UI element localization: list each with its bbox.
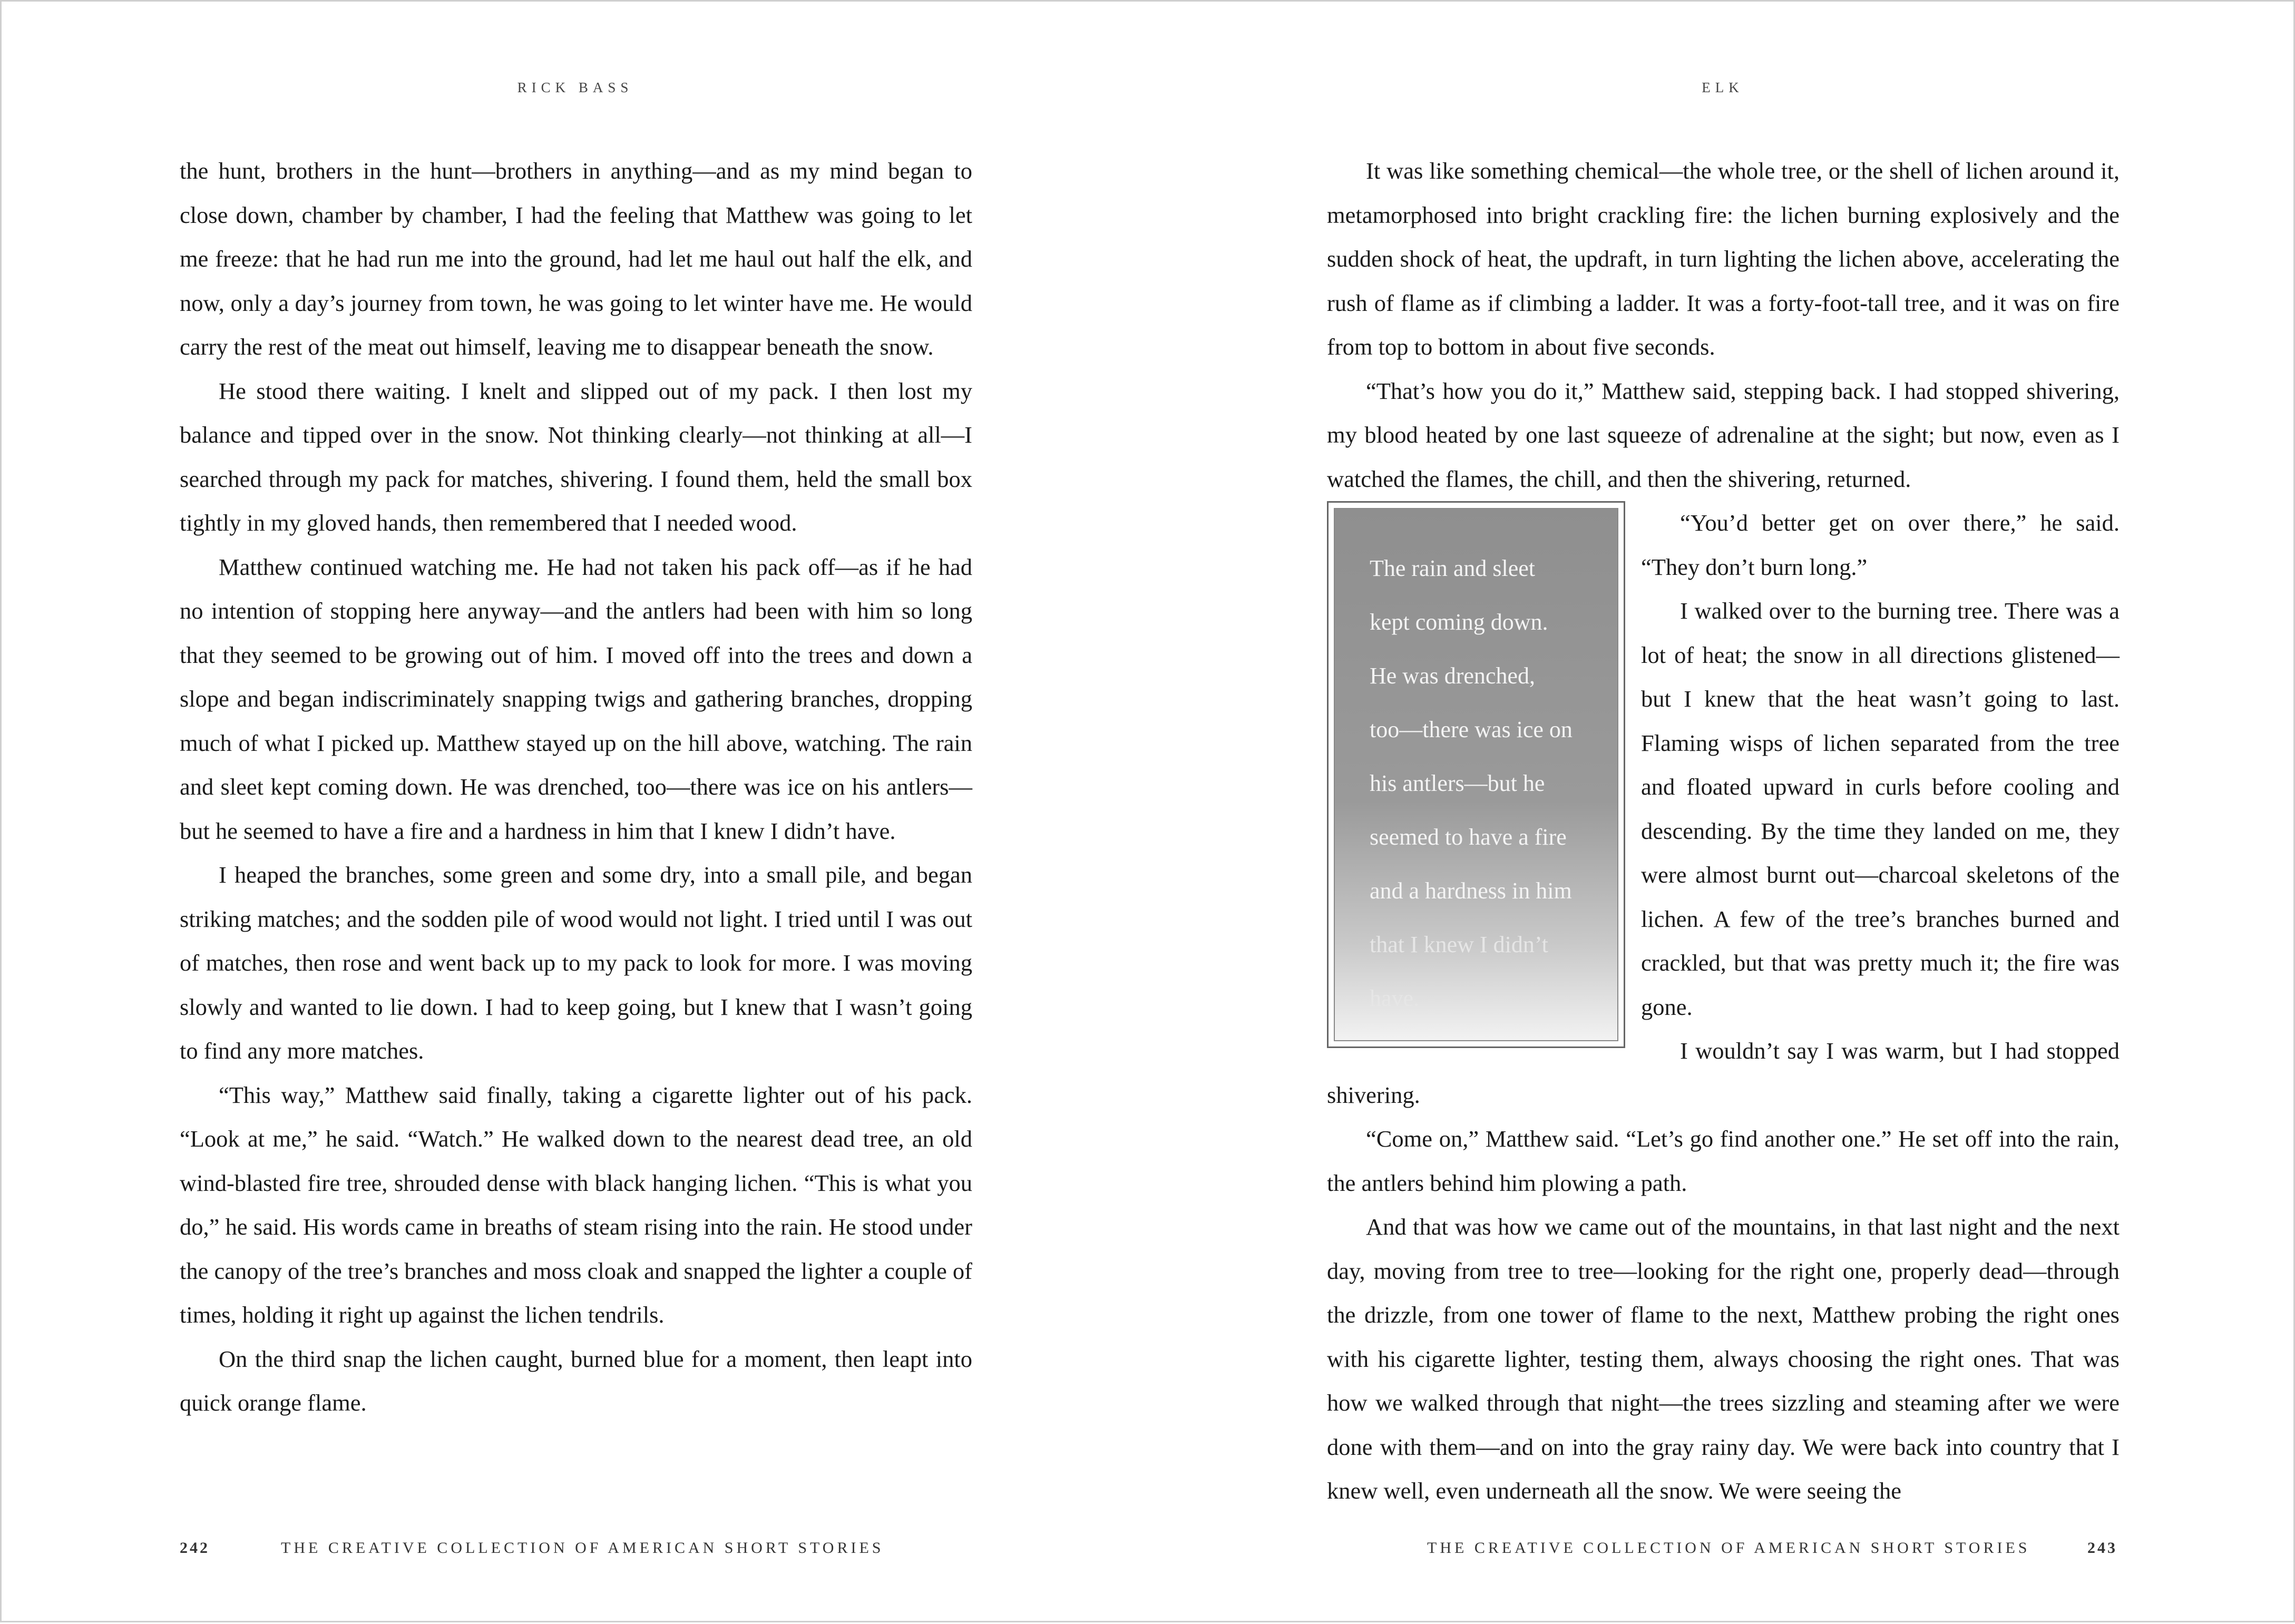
running-head-author: RICK BASS	[517, 80, 633, 95]
pull-quote-line: too—there was ice on	[1370, 717, 1573, 742]
paragraph: He stood there waiting. I knelt and slipped out of my pack. I then lost my balance and tipped over in the snow. Not thinking clearly—not thinking at all—I searched through my pack for matches, shivering. I found them, held the small box tightly in my gloved hands, then remembered that I needed wood.	[180, 377, 972, 536]
pull-quote-line: kept coming down.	[1370, 609, 1548, 635]
pull-quote-panel	[1334, 508, 1618, 1041]
pull-quote-line: have.	[1370, 985, 1420, 1011]
paragraph: On the third snap the lichen caught, burned blue for a moment, then leapt into quick orange flame.	[180, 1345, 972, 1416]
paragraph: I heaped the branches, some green and some dry, into a small pile, and began striking matches; and the sodden pile of wood would not light. I tried until I was out of matches, then rose and went back up to my pack to look for more. I was moving slowly and wanted to lie down. I had to keep going, but I knew that I wasn’t going to find any more matches.	[180, 862, 972, 1064]
paragraph: “You’d better get on over there,” he said. “They don’t burn long.”	[1641, 510, 2120, 580]
paragraph: “This way,” Matthew said finally, taking a cigarette lighter out of his pack. “Look at me,” he said. “Watch.” He walked down to the nearest dead tree, an old wind-blasted fire tree, shrouded dense with black hanging lichen. “This is what you do,” he said. His words came in breaths of steam rising into the rain. He stood under the canopy of the tree’s branches and moss cloak and snapped the lighter a couple of times, holding it right up against the lichen tendrils.	[180, 1081, 972, 1328]
paragraph: And that was how we came out of the mountains, in that last night and the next day, moving from tree to tree—looking for the right one, properly dead—through the drizzle, from one tower of flame to the next, Matthew probing the right ones with his cigarette lighter, testing them, always choosing the right ones. That was how we walked through that night—the trees sizzling and steaming after we were done with them—and on into the gray rainy day. We were back into country that I knew well, even underneath all the snow. We were seeing the	[1327, 1214, 2120, 1504]
paragraph: “Come on,” Matthew said. “Let’s go find another one.” He set off into the rain, the antlers behind him plowing a path.	[1327, 1126, 2120, 1196]
pull-quote-line: and a hardness in him	[1370, 878, 1572, 904]
running-head-story-title: ELK	[1702, 80, 1744, 95]
left-page	[2, 2, 1149, 1624]
paragraph: It was like something chemical—the whole tree, or the shell of lichen around it, metamorphosed into bright crackling fire: the lichen burning explosively and the sudden shock of heat, the updraft, in turn lighting the lichen above, accelerating the rush of flame as if climbing a ladder. It was a forty-foot-tall tree, and it was on fire from top to bottom in about five seconds.	[1327, 158, 2120, 360]
pull-quote-line: The rain and sleet	[1370, 555, 1535, 581]
pull-quote-line: his antlers—but he	[1370, 770, 1545, 796]
paragraph: I walked over to the burning tree. There was a lot of heat; the snow in all directions glistened—but I knew that the heat wasn’t going to last. Flaming wisps of lichen separated from the tree and floated upward in curls before cooling and descending. By the time they landed on me, they were almost burnt out—charcoal skeletons of the lichen. A few of the tree’s branches burned and crackled, but that was pretty much it; the fire was gone.	[1641, 598, 2120, 1020]
paragraph: I wouldn’t say I was warm, but I had stopped shivering.	[1327, 1038, 2120, 1108]
page-number: 243	[2087, 1539, 2117, 1557]
paragraph: the hunt, brothers in the hunt—brothers in anything—and as my mind began to close down, chamber by chamber, I had the feeling that Matthew was going to let me freeze: that he had run me into the ground, had let me haul out half the elk, and now, only a day’s journey from town, he was going to let winter have me. He would carry the rest of the meat out himself, leaving me to disappear beneath the snow.	[180, 158, 972, 360]
paragraph: Matthew continued watching me. He had not taken his pack off—as if he had no intention of stopping here anyway—and the antlers had been with him so long that they seemed to be growing out of him. I moved off into the trees and down a slope and began indiscriminately snapping twigs and gathering branches, dropping much of what I picked up. Matthew stayed up on the hill above, watching. The rain and sleet kept coming down. He was drenched, too—there was ice on his antlers—but he seemed to have a fire and a hardness in him that I knew I didn’t have.	[180, 553, 972, 844]
book-title-footer: THE CREATIVE COLLECTION OF AMERICAN SHORT STORIES	[1427, 1539, 2030, 1557]
pull-quote	[1327, 501, 1625, 1048]
page-number: 242	[180, 1539, 210, 1557]
pull-quote-line: seemed to have a fire	[1370, 824, 1567, 850]
pull-quote-line: that I knew I didn’t	[1370, 932, 1548, 957]
pull-quote-line: He was drenched,	[1370, 663, 1535, 689]
paragraph: “That’s how you do it,” Matthew said, stepping back. I had stopped shivering, my blood heated by one last squeeze of adrenaline at the sight; but now, even as I watched the flames, the chill, and then the shivering, returned.	[1327, 377, 2120, 492]
left-page-body	[180, 149, 972, 1425]
right-page-body	[1327, 149, 2120, 1513]
right-page	[1149, 2, 2295, 1624]
book-title-footer: THE CREATIVE COLLECTION OF AMERICAN SHORT STORIES	[281, 1539, 884, 1557]
